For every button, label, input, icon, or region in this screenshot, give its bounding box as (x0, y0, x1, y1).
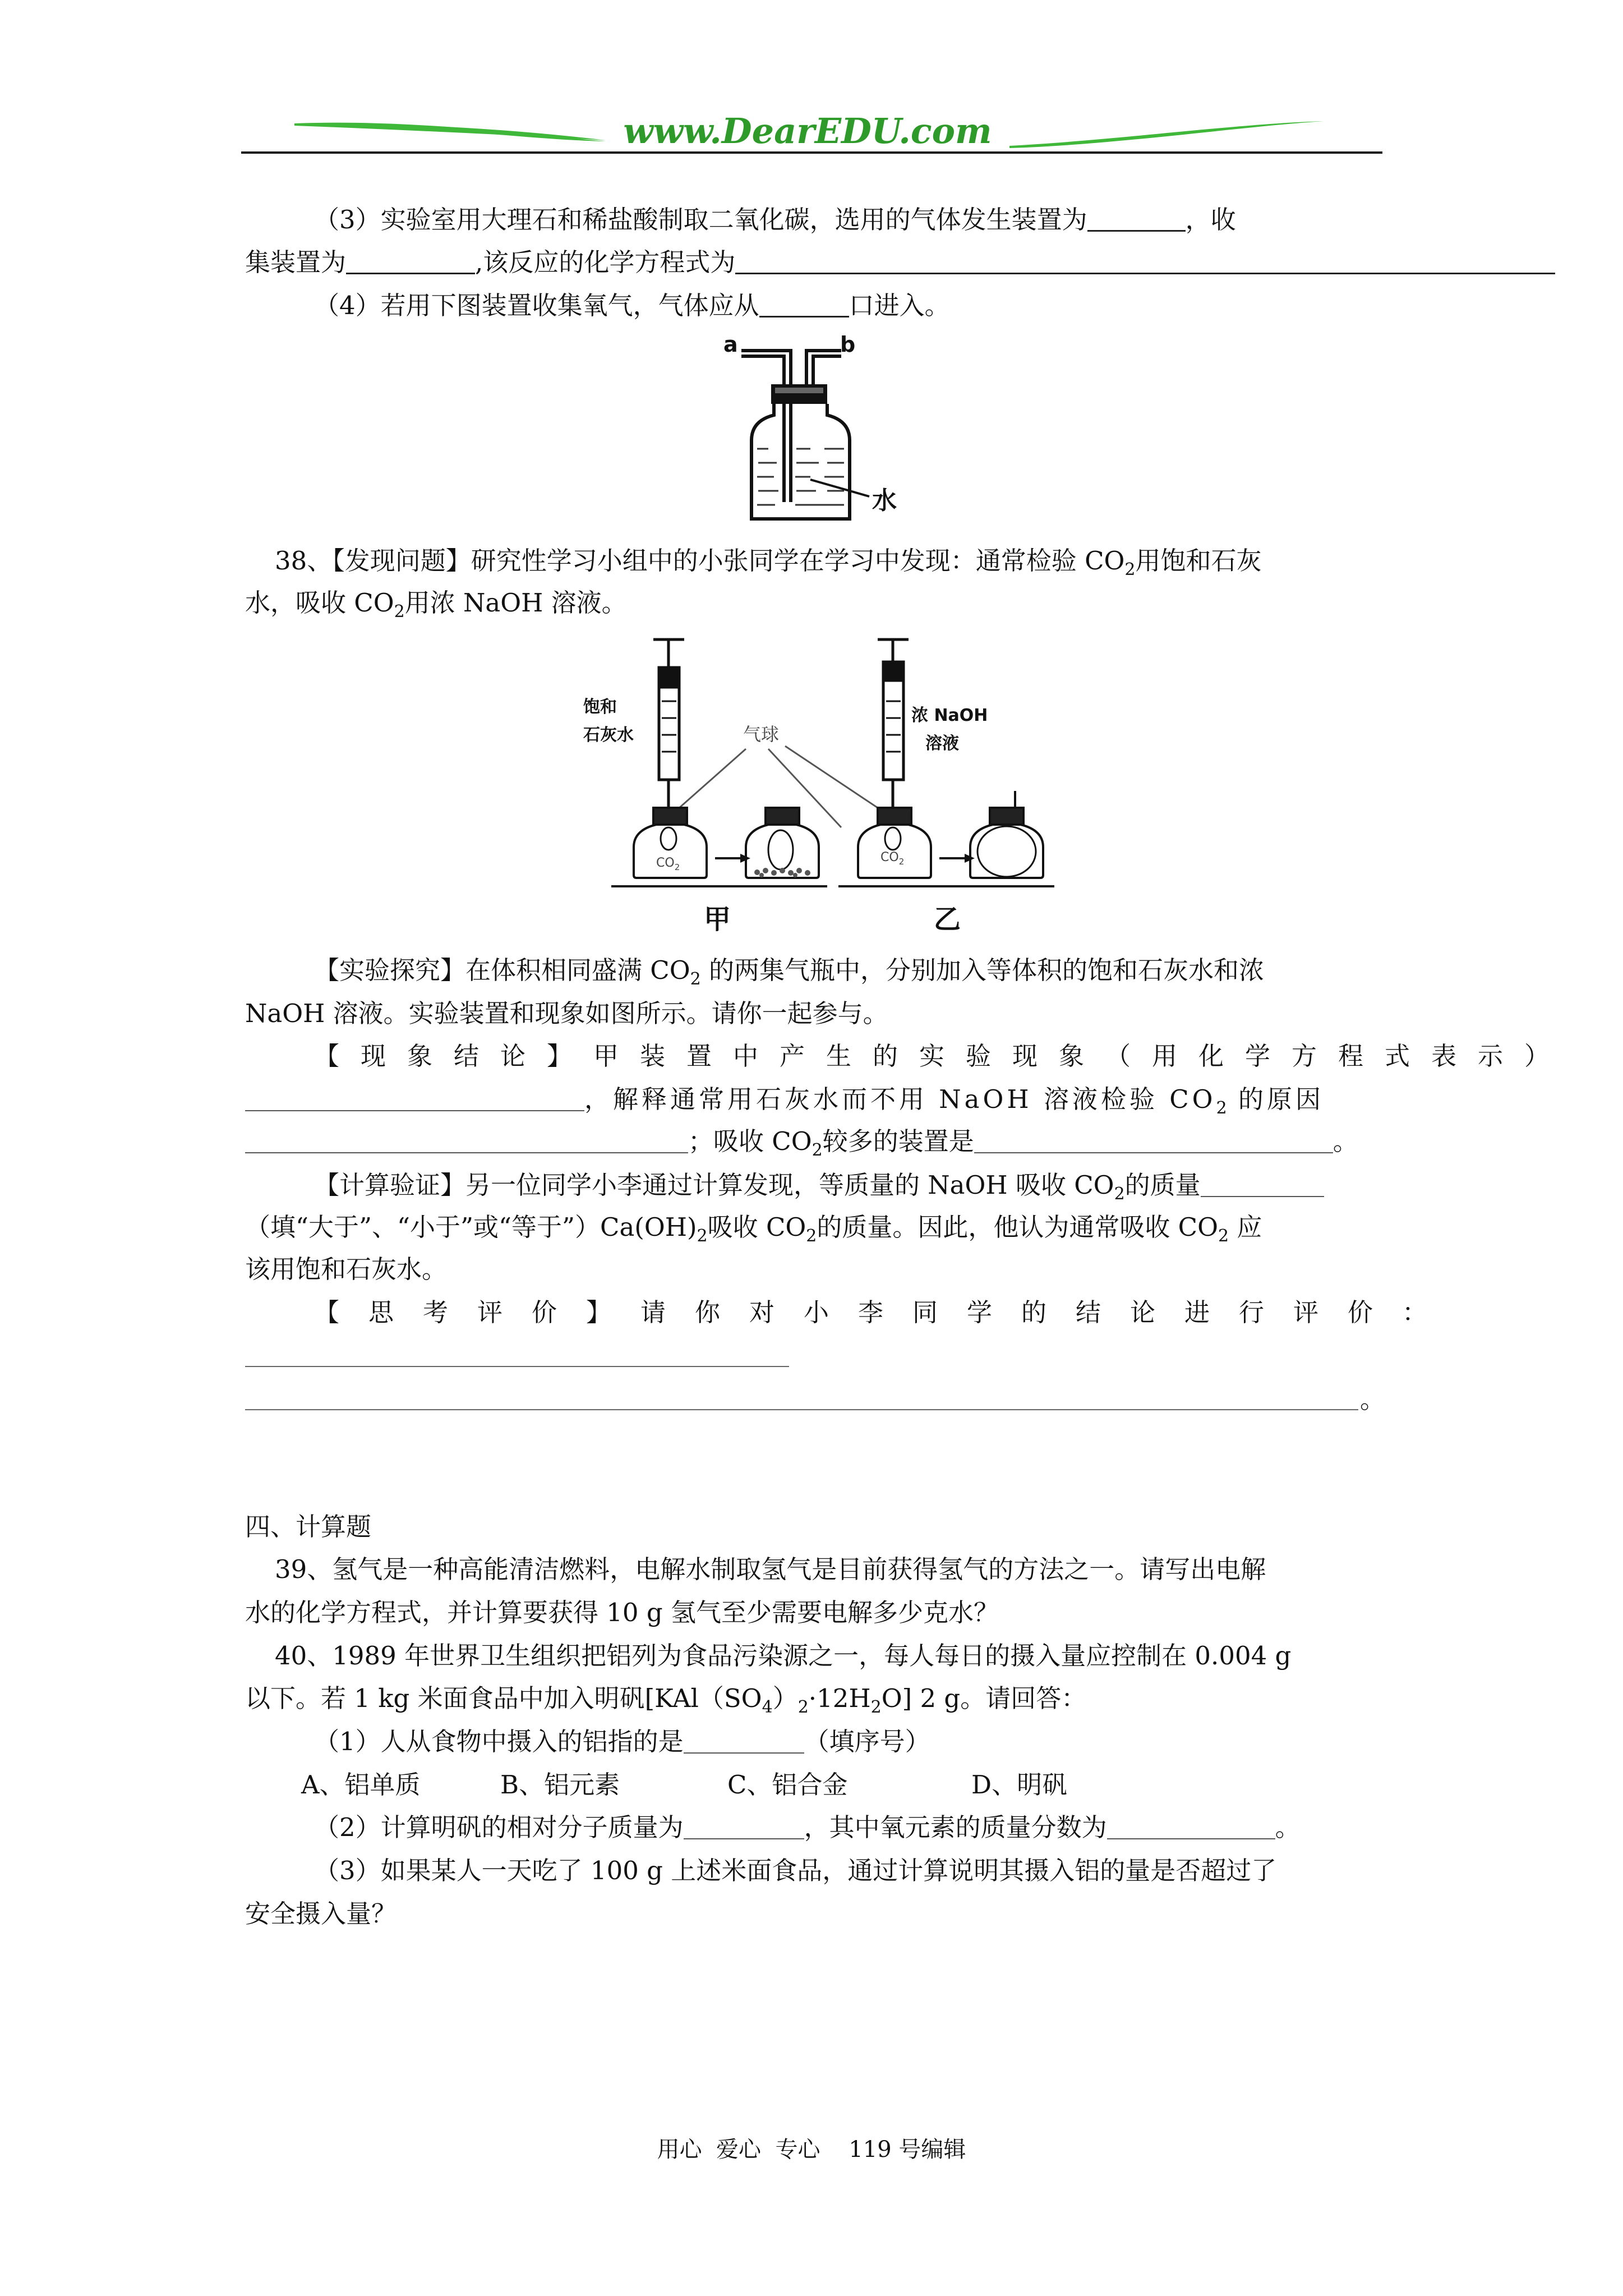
page-footer: 用心 爱心 专心 119 号编辑 (657, 2137, 966, 2162)
label-jia: 甲 (704, 904, 731, 935)
page-header (241, 107, 1380, 163)
q38-calc-line2: （填“大于”、“小于”或“等于$”)Ca(OH)_2$吸收 $CO_2$的质量。因此，他认为通常吸收 $CO_2$ 应 (245, 1212, 1262, 1246)
q38-intro-line1: 38、【发现问题】研究性学习小组中的小张同学在学习中发现：通常检验 $CO_2$用饱和石灰 (275, 546, 1262, 579)
water-label: 水 (872, 486, 897, 515)
q38-intro-line2: 水，吸收 $CO_2$用浓 NaOH 溶液。 (245, 588, 627, 622)
q40-3-line1: （3）如果某人一天吃了 100 g 上述米面食品，通过计算说明其摄入铝的量是否超过了 (314, 1856, 1277, 1885)
answer-blank-reason[interactable] (245, 1128, 688, 1153)
gas-bottle-figure (712, 328, 925, 530)
experiment-figure (572, 628, 1077, 942)
answer-blank-equation[interactable] (735, 248, 1555, 274)
balloon-label: 气球 (743, 724, 780, 745)
tube-label-b: b (840, 332, 856, 357)
q37-4-line: （4）若用下图装置收集氧气，气体应从 口进入。 (314, 291, 950, 320)
answer-blank-generator[interactable] (1087, 205, 1186, 232)
q38-conclusion-line2: ，解释通常用石灰水而不用 NaOH 溶液检验 $CO_2$ 的原因 (245, 1083, 1324, 1116)
reagent-left-1: 饱和 (583, 697, 617, 717)
bottle-jia-after (746, 808, 819, 878)
answer-blank-compare[interactable] (1201, 1171, 1324, 1197)
answer-blank-evaluation-2[interactable] (245, 1409, 1358, 1410)
q40-3-line2: 安全摄入量？ (245, 1899, 397, 1929)
q38-conclusion-line1: 【现象结论】甲装置中产生的实验现象（用化学方程式表示） (314, 1041, 1571, 1071)
option-a[interactable]: A、铝单质 (301, 1770, 421, 1800)
q39-line2: 水的化学方程式，并计算要获得 10 g 氢气至少需要电解多少克水？ (245, 1598, 999, 1627)
reagent-left-2: 石灰水 (583, 725, 634, 745)
option-d[interactable]: D、明矾 (971, 1770, 1068, 1800)
evaluation-end-mark: 。 (1360, 1384, 1386, 1414)
q39-line1: 39、氢气是一种高能清洁燃料，电解水制取氢气是目前获得氢气的方法之一。请写出电解 (275, 1554, 1266, 1584)
q38-think-line1: 【思考评价】请你对小李同学的结论进行评价： (314, 1297, 1457, 1327)
reagent-right-1: 浓 NaOH (911, 706, 988, 725)
bottle-yi-after (970, 791, 1043, 878)
bottle-yi-before (858, 808, 931, 878)
reagent-right-2: 溶液 (925, 734, 959, 753)
q37-3-line1: （3）实验室用大理石和稀盐酸制取二氧化碳，选用的气体发生装置为 ，收 (314, 205, 1236, 234)
logo-right-swoosh (1009, 121, 1324, 148)
answer-blank-oxygen-fraction[interactable] (1107, 1814, 1275, 1839)
q40-line2: 以下。若 1 kg 米面食品中加入明矾$[KAl(SO_4)_2\cdot 12H_2O]$ 2 g。请回答： (245, 1683, 1087, 1717)
q38-explore-line1: 【实验探究】在体积相同盛满 $CO_2$ 的两集气瓶中，分别加入等体积的饱和石灰水和浓 (314, 955, 1265, 989)
label-yi: 乙 (934, 904, 961, 935)
q38-explore-line2: NaOH 溶液。实验装置和现象如图所示。请你一起参与。 (245, 999, 888, 1028)
answer-blank-aluminum[interactable] (684, 1728, 804, 1754)
tube-label-a: a (723, 332, 738, 357)
co2-label-1: $CO_2$ (656, 856, 680, 872)
q38-calc-line3: 该用饱和石灰水。 (245, 1254, 448, 1284)
syringe-left (653, 639, 684, 808)
q38-calc-line1: 【计算验证】另一位同学小李通过计算发现，等质量的 NaOH 吸收 $CO_2$的质量 (314, 1168, 1324, 1202)
site-name: www.DearEDU.com (623, 111, 992, 151)
co2-label-2: $CO_2$ (880, 850, 905, 867)
header-rule (241, 151, 1382, 154)
answer-blank-phenomenon[interactable] (245, 1085, 584, 1111)
answer-blank-molar-mass[interactable] (684, 1814, 804, 1839)
answer-blank-inlet[interactable] (759, 291, 849, 318)
site-logo (241, 107, 1380, 163)
option-c[interactable]: C、铝合金 (727, 1770, 848, 1800)
water-fill (757, 449, 844, 505)
q40-2-line: （2）计算明矾的相对分子质量为 ，其中氧元素的质量分数为 。 (314, 1812, 1301, 1842)
section4-title: 四、计算题 (245, 1512, 372, 1542)
q40-options (301, 1768, 1067, 1802)
option-b[interactable]: B、铝元素 (500, 1770, 620, 1800)
answer-blank-collector[interactable] (346, 248, 475, 274)
answer-blank-absorber[interactable] (974, 1128, 1333, 1153)
answer-blank-evaluation-1[interactable] (245, 1366, 789, 1367)
q40-1-line: （1）人从食物中摄入的铝指的是 （填序号） (314, 1727, 930, 1756)
syringe-right (878, 639, 909, 808)
q37-3-line2: 集装置为 ,该反应的化学方程式为 (245, 246, 1555, 279)
q38-conclusion-line3: ；吸收 $CO_2$较多的装置是 。 (245, 1125, 1358, 1158)
q40-line1: 40、1989 年世界卫生组织把铝列为食品污染源之一，每人每日的摄入量应控制在 0.004 g (275, 1641, 1292, 1671)
